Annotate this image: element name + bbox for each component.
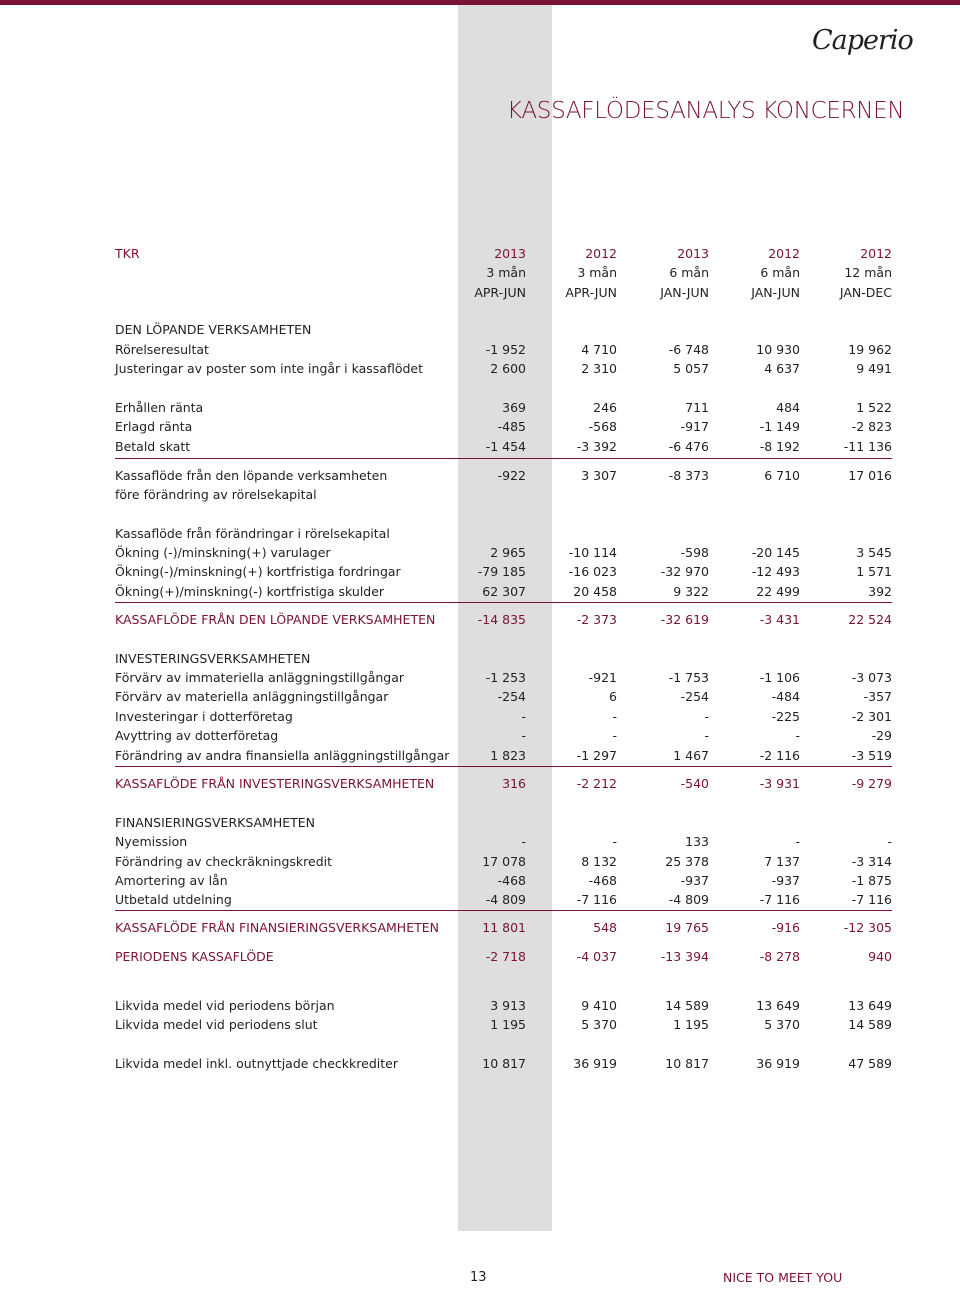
row-label: Förvärv av immateriella anläggningstillgångar: [115, 670, 405, 685]
row-value: -9 279: [851, 776, 892, 791]
row-value: -29: [871, 728, 892, 743]
row-label: Investeringar i dotterföretag: [115, 709, 293, 724]
column-period: JAN-JUN: [751, 285, 800, 300]
row-label: DEN LÖPANDE VERKSAMHETEN: [115, 322, 312, 337]
row-value: -1 454: [485, 439, 526, 454]
row-value: 14 589: [665, 998, 709, 1013]
row-value: -357: [863, 689, 892, 704]
row-value: -14 835: [477, 612, 526, 627]
page-title: KASSAFLÖDESANALYS KONCERNEN: [507, 98, 905, 124]
row-value: -254: [497, 689, 526, 704]
row-label: KASSAFLÖDE FRÅN INVESTERINGSVERKSAMHETEN: [115, 776, 435, 791]
row-value: 2 965: [490, 545, 526, 560]
row-value: -: [521, 834, 526, 849]
row-value: -12 305: [843, 920, 892, 935]
row-value: -11 136: [843, 439, 892, 454]
row-value: -2 373: [576, 612, 617, 627]
row-value: -485: [497, 419, 526, 434]
row-value: 3 545: [856, 545, 892, 560]
row-value: -16 023: [568, 564, 617, 579]
row-label: Likvida medel vid periodens slut: [115, 1017, 318, 1032]
row-value: -20 145: [751, 545, 800, 560]
row-value: -3 431: [759, 612, 800, 627]
column-months: 3 mån: [486, 265, 526, 280]
row-value: -916: [771, 920, 800, 935]
row-label: före förändring av rörelsekapital: [115, 487, 317, 502]
row-value: 36 919: [756, 1056, 800, 1071]
row-label: Amortering av lån: [115, 873, 228, 888]
column-months: 12 mån: [844, 265, 892, 280]
row-value: -937: [771, 873, 800, 888]
row-label: Kassaflöde från den löpande verksamheten: [115, 468, 388, 483]
row-label: KASSAFLÖDE FRÅN DEN LÖPANDE VERKSAMHETEN: [115, 612, 436, 627]
caperio-logo: Caperio: [812, 25, 913, 56]
section-divider: [115, 910, 892, 911]
row-value: 7 137: [764, 854, 800, 869]
row-label: Förvärv av materiella anläggningstillgångar: [115, 689, 389, 704]
row-label: Erlagd ränta: [115, 419, 193, 434]
row-value: 20 458: [573, 584, 617, 599]
row-value: 22 499: [756, 584, 800, 599]
row-value: 19 765: [665, 920, 709, 935]
row-value: -2 116: [759, 748, 800, 763]
row-value: 47 589: [848, 1056, 892, 1071]
row-value: -: [521, 709, 526, 724]
row-value: -921: [588, 670, 617, 685]
row-value: 4 637: [764, 361, 800, 376]
unit-label: TKR: [115, 246, 140, 261]
row-label: Förändring av checkräkningskredit: [115, 854, 333, 869]
row-value: 369: [502, 400, 526, 415]
row-label: Erhållen ränta: [115, 400, 204, 415]
row-value: 711: [685, 400, 709, 415]
row-value: 1 195: [673, 1017, 709, 1032]
column-year: 2012: [768, 246, 800, 261]
row-label: INVESTERINGSVERKSAMHETEN: [115, 651, 311, 666]
row-value: -3 314: [851, 854, 892, 869]
row-value: -3 073: [851, 670, 892, 685]
row-value: 22 524: [848, 612, 892, 627]
row-value: -2 718: [485, 949, 526, 964]
column-months: 6 mån: [760, 265, 800, 280]
column-year: 2013: [494, 246, 526, 261]
row-value: -7 116: [759, 892, 800, 907]
column-period: JAN-DEC: [839, 285, 892, 300]
row-value: -1 297: [576, 748, 617, 763]
row-value: -937: [680, 873, 709, 888]
row-label: Nyemission: [115, 834, 188, 849]
column-year: 2012: [585, 246, 617, 261]
row-value: -1 253: [485, 670, 526, 685]
column-year: 2012: [860, 246, 892, 261]
row-value: -8 278: [759, 949, 800, 964]
row-label: Kassaflöde från förändringar i rörelsekapital: [115, 526, 390, 541]
row-value: 17 016: [848, 468, 892, 483]
row-value: 5 370: [764, 1017, 800, 1032]
row-value: 10 817: [482, 1056, 526, 1071]
row-value: -540: [680, 776, 709, 791]
row-value: 2 310: [581, 361, 617, 376]
row-value: -: [612, 709, 617, 724]
row-value: 3 913: [490, 998, 526, 1013]
row-value: 1 823: [490, 748, 526, 763]
column-period: APR-JUN: [474, 285, 526, 300]
row-value: -922: [497, 468, 526, 483]
row-value: 13 649: [756, 998, 800, 1013]
section-divider: [115, 602, 892, 603]
row-value: 10 930: [756, 342, 800, 357]
row-value: -: [704, 709, 709, 724]
row-value: -: [887, 834, 892, 849]
row-value: 8 132: [581, 854, 617, 869]
section-divider: [115, 458, 892, 459]
row-label: Justeringar av poster som inte ingår i kassaflödet: [115, 361, 424, 376]
row-value: -1 952: [485, 342, 526, 357]
row-value: -254: [680, 689, 709, 704]
row-value: 6: [609, 689, 617, 704]
row-value: 3 307: [581, 468, 617, 483]
row-value: -598: [680, 545, 709, 560]
row-value: 9 410: [581, 998, 617, 1013]
row-value: -3 931: [759, 776, 800, 791]
row-value: 13 649: [848, 998, 892, 1013]
row-value: 6 710: [764, 468, 800, 483]
row-value: -484: [771, 689, 800, 704]
row-label: Ökning(+)/minskning(-) kortfristiga skulder: [115, 584, 385, 599]
column-period: JAN-JUN: [660, 285, 709, 300]
row-value: -3 392: [576, 439, 617, 454]
row-value: -1 875: [851, 873, 892, 888]
row-value: 1 467: [673, 748, 709, 763]
row-label: FINANSIERINGSVERKSAMHETEN: [115, 815, 316, 830]
row-value: -6 476: [668, 439, 709, 454]
row-label: Utbetald utdelning: [115, 892, 232, 907]
row-value: -1 149: [759, 419, 800, 434]
row-value: 17 078: [482, 854, 526, 869]
row-value: 1 571: [856, 564, 892, 579]
row-value: -917: [680, 419, 709, 434]
row-value: -3 519: [851, 748, 892, 763]
row-value: -225: [771, 709, 800, 724]
row-value: 1 195: [490, 1017, 526, 1032]
row-value: -32 970: [660, 564, 709, 579]
row-value: -4 037: [576, 949, 617, 964]
column-year: 2013: [677, 246, 709, 261]
row-value: 4 710: [581, 342, 617, 357]
row-value: -79 185: [477, 564, 526, 579]
row-value: -2 823: [851, 419, 892, 434]
row-value: 36 919: [573, 1056, 617, 1071]
row-value: -4 809: [668, 892, 709, 907]
row-label: Likvida medel vid periodens början: [115, 998, 335, 1013]
row-value: 5 370: [581, 1017, 617, 1032]
row-value: 1 522: [856, 400, 892, 415]
row-value: -568: [588, 419, 617, 434]
row-value: -: [612, 834, 617, 849]
row-value: 484: [776, 400, 800, 415]
row-value: -1 106: [759, 670, 800, 685]
row-label: Ökning (-)/minskning(+) varulager: [115, 545, 331, 560]
row-label: Ökning(-)/minskning(+) kortfristiga fordringar: [115, 564, 401, 579]
row-value: -1 753: [668, 670, 709, 685]
row-value: -10 114: [568, 545, 617, 560]
row-value: -: [795, 728, 800, 743]
row-value: -468: [497, 873, 526, 888]
row-value: 5 057: [673, 361, 709, 376]
page-number: 13: [470, 1270, 487, 1285]
row-value: -2 301: [851, 709, 892, 724]
row-label: Förändring av andra finansiella anläggningstillgångar: [115, 748, 450, 763]
row-value: -8 192: [759, 439, 800, 454]
row-value: 548: [593, 920, 617, 935]
row-value: -7 116: [576, 892, 617, 907]
row-label: Likvida medel inkl. outnyttjade checkkrediter: [115, 1056, 398, 1071]
column-months: 6 mån: [669, 265, 709, 280]
row-value: 133: [685, 834, 709, 849]
row-value: -4 809: [485, 892, 526, 907]
row-value: 14 589: [848, 1017, 892, 1032]
row-label: Rörelseresultat: [115, 342, 209, 357]
row-value: -32 619: [660, 612, 709, 627]
row-value: 11 801: [482, 920, 526, 935]
row-value: -: [612, 728, 617, 743]
section-divider: [115, 766, 892, 767]
row-value: -6 748: [668, 342, 709, 357]
row-label: PERIODENS KASSAFLÖDE: [115, 949, 274, 964]
row-value: 9 491: [856, 361, 892, 376]
row-value: 25 378: [665, 854, 709, 869]
row-value: -468: [588, 873, 617, 888]
row-value: 10 817: [665, 1056, 709, 1071]
row-value: 246: [593, 400, 617, 415]
row-value: 940: [868, 949, 892, 964]
footer-tagline: NICE TO MEET YOU: [723, 1270, 843, 1285]
row-value: 19 962: [848, 342, 892, 357]
row-value: 62 307: [482, 584, 526, 599]
row-value: -8 373: [668, 468, 709, 483]
row-label: KASSAFLÖDE FRÅN FINANSIERINGSVERKSAMHETEN: [115, 920, 439, 935]
row-value: 392: [868, 584, 892, 599]
row-value: -: [704, 728, 709, 743]
row-value: 316: [502, 776, 526, 791]
row-value: -: [521, 728, 526, 743]
row-value: 2 600: [490, 361, 526, 376]
row-value: -12 493: [751, 564, 800, 579]
row-value: -13 394: [660, 949, 709, 964]
row-value: -: [795, 834, 800, 849]
row-value: -2 212: [576, 776, 617, 791]
column-months: 3 mån: [577, 265, 617, 280]
row-value: -7 116: [851, 892, 892, 907]
row-label: Avyttring av dotterföretag: [115, 728, 279, 743]
row-value: 9 322: [673, 584, 709, 599]
column-period: APR-JUN: [565, 285, 617, 300]
row-label: Betald skatt: [115, 439, 191, 454]
